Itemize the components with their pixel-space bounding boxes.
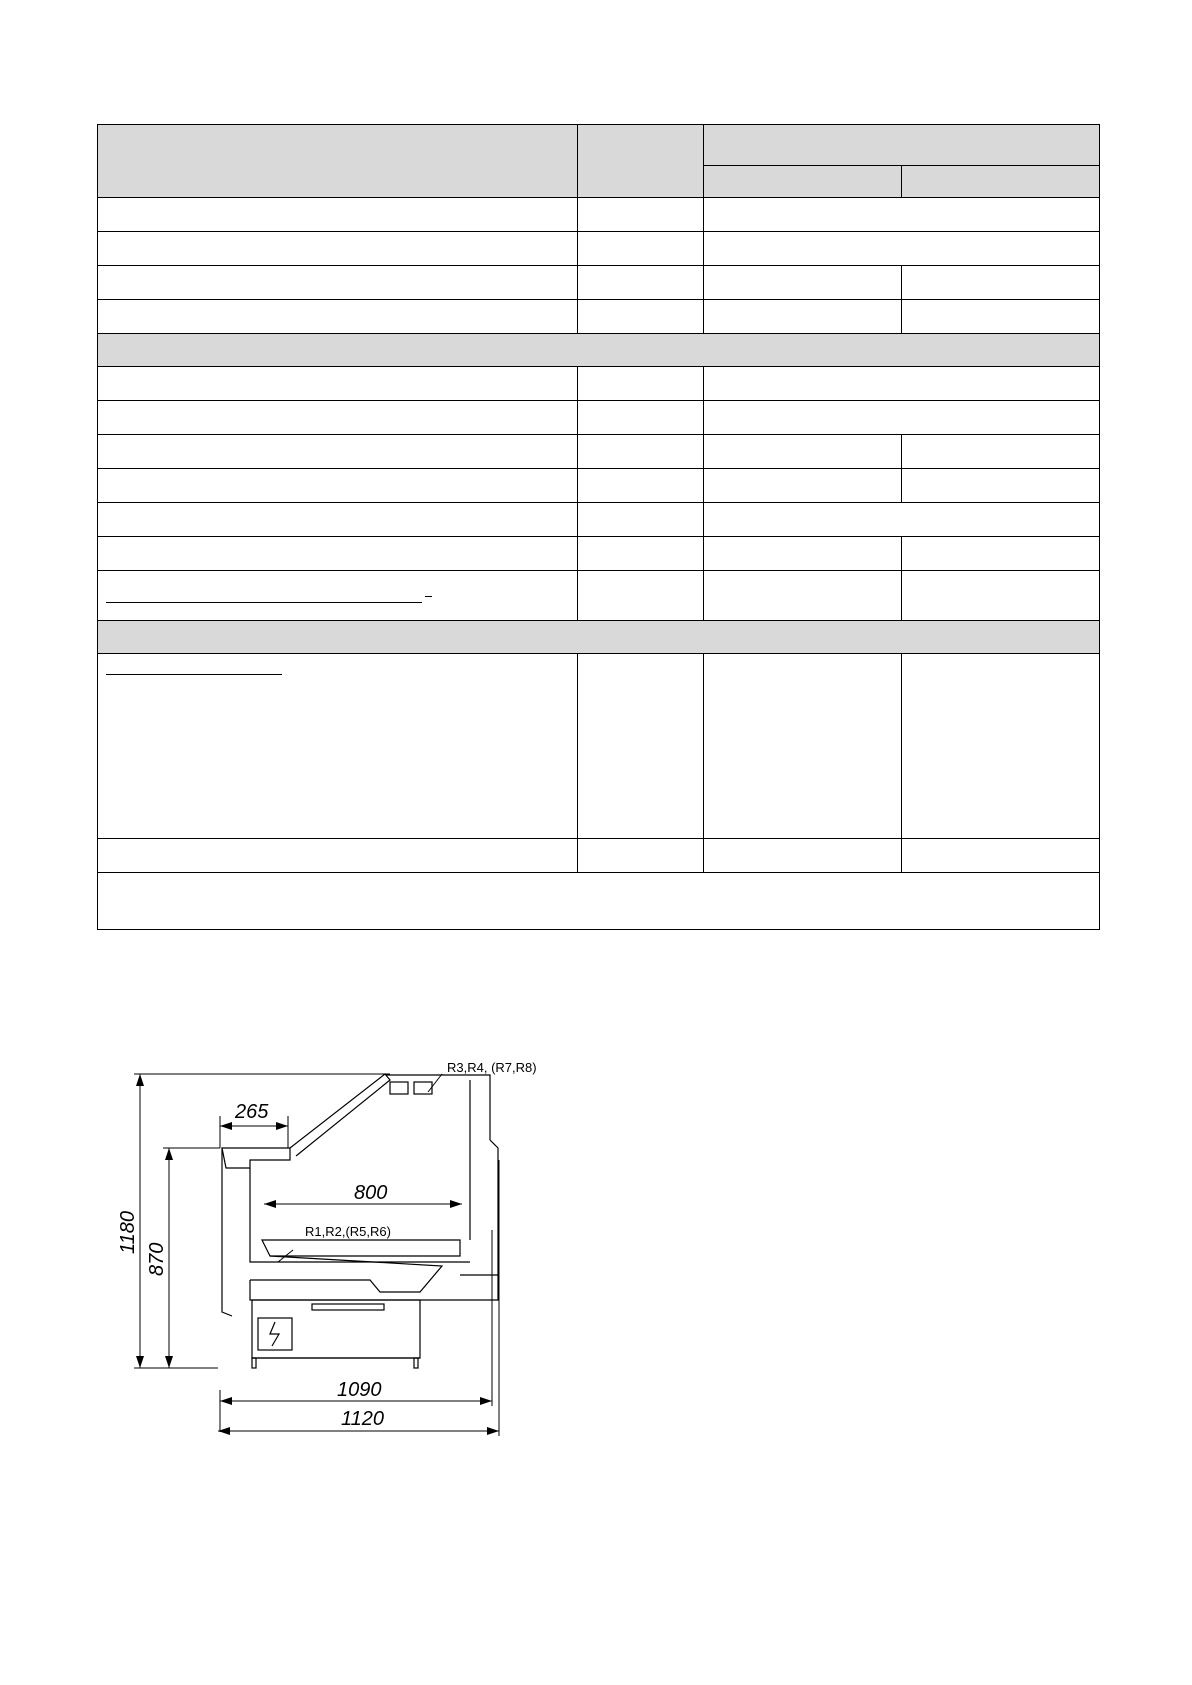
table-cell	[578, 300, 704, 334]
table-cell	[902, 469, 1100, 503]
table-row	[98, 654, 1100, 839]
table-cell	[98, 266, 578, 300]
table-cell	[704, 198, 1100, 232]
table-cell	[578, 367, 704, 401]
table-cell	[578, 266, 704, 300]
table-row	[98, 300, 1100, 334]
table-cell	[704, 503, 1100, 537]
table-cell	[578, 401, 704, 435]
label-upper-lamps: R3,R4, (R7,R8)	[447, 1060, 537, 1075]
table-cell	[902, 266, 1100, 300]
table-row	[98, 839, 1100, 873]
table-cell	[98, 839, 578, 873]
section-header-row	[98, 621, 1100, 654]
table-cell	[902, 435, 1100, 469]
dim-top-depth: 265	[235, 1101, 269, 1123]
table-cell	[98, 571, 578, 621]
dim-counter-height: 870	[146, 1242, 168, 1276]
showcase-section-drawing	[0, 1030, 560, 1450]
header-model-1	[704, 166, 902, 198]
table-cell	[902, 571, 1100, 621]
table-cell	[704, 401, 1100, 435]
header-model-2	[902, 166, 1100, 198]
table-cell	[704, 654, 902, 839]
header-parameter	[98, 125, 578, 198]
dim-total-width: 1120	[341, 1408, 385, 1430]
label-lower-lamps: R1,R2,(R5,R6)	[305, 1224, 391, 1239]
table-cell	[98, 469, 578, 503]
header-unit	[578, 125, 704, 198]
spec-table	[97, 124, 1100, 930]
table-cell	[902, 537, 1100, 571]
table-cell	[704, 469, 902, 503]
table-cell	[704, 300, 902, 334]
table-cell	[98, 232, 578, 266]
table-cell	[578, 469, 704, 503]
table-row	[98, 537, 1100, 571]
table-cell	[98, 537, 578, 571]
table-cell	[98, 367, 578, 401]
table-cell	[704, 266, 902, 300]
table-row	[98, 401, 1100, 435]
table-row	[98, 469, 1100, 503]
table-cell	[902, 839, 1100, 873]
dim-base-width: 1090	[337, 1379, 382, 1401]
section-header-cell	[98, 621, 1100, 654]
table-cell	[98, 300, 578, 334]
underline-placeholder	[106, 588, 422, 603]
table-cell	[704, 537, 902, 571]
table-row	[98, 367, 1100, 401]
table-cell	[98, 503, 578, 537]
table-cell	[578, 571, 704, 621]
table-row	[98, 571, 1100, 621]
table-cell	[98, 401, 578, 435]
dim-total-height: 1180	[117, 1210, 139, 1254]
table-header-row-1	[98, 125, 1100, 166]
table-cell	[704, 839, 902, 873]
table-row	[98, 198, 1100, 232]
table-cell	[578, 435, 704, 469]
table-cell	[578, 537, 704, 571]
table-cell	[98, 198, 578, 232]
section-header-row	[98, 334, 1100, 367]
table-row	[98, 232, 1100, 266]
underline-placeholder	[106, 660, 282, 675]
table-cell	[704, 435, 902, 469]
table-cell	[704, 571, 902, 621]
table-cell	[98, 654, 578, 839]
footnote-mark	[425, 588, 432, 597]
table-cell	[578, 198, 704, 232]
table-row	[98, 266, 1100, 300]
table-footnote-row	[98, 873, 1100, 930]
table-row	[98, 503, 1100, 537]
table-cell	[704, 367, 1100, 401]
dim-inner-depth: 800	[354, 1182, 388, 1204]
table-row	[98, 435, 1100, 469]
table-cell	[578, 503, 704, 537]
section-header-cell	[98, 334, 1100, 367]
table-cell	[98, 435, 578, 469]
table-cell	[578, 654, 704, 839]
table-cell	[578, 232, 704, 266]
header-models	[704, 125, 1100, 166]
table-cell	[578, 839, 704, 873]
table-cell	[902, 300, 1100, 334]
table-cell	[902, 654, 1100, 839]
table-footnote-cell	[98, 873, 1100, 930]
table-cell	[704, 232, 1100, 266]
